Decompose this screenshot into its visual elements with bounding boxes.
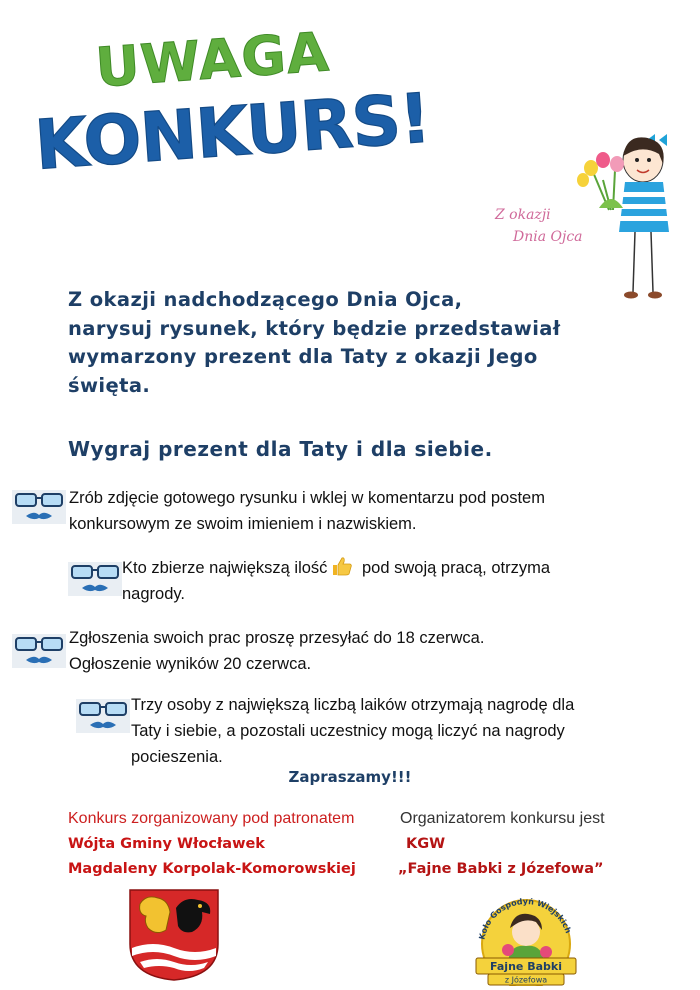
glasses-mustache-icon: [12, 634, 66, 668]
kgw-arc-text: Koło Gospodyń Wiejskich: [477, 896, 573, 941]
intro-line: święta.: [68, 373, 151, 397]
glasses-mustache-icon: [76, 699, 130, 733]
organizer-line1: KGW: [406, 836, 446, 852]
headline-logo: [20, 10, 433, 186]
rule-4-line3: pocieszenia.: [131, 748, 223, 766]
gmina-crest-logo: [126, 886, 222, 982]
girl-with-flowers-illustration: [575, 120, 700, 305]
rule-2-line2: nagrody.: [122, 585, 185, 603]
intro-line: narysuj rysunek, który będzie przedstawiał: [68, 316, 561, 340]
illustration-caption-line1: Z okazji: [495, 207, 551, 223]
win-prize-heading: Wygraj prezent dla Taty i dla siebie.: [68, 437, 493, 461]
intro-line: wymarzony prezent dla Taty z okazji Jego: [68, 345, 538, 368]
rule-2-text-a: Kto zbierze największą ilość: [122, 559, 328, 577]
intro-text: [68, 286, 588, 400]
organizer-title: Organizatorem konkursu jest: [400, 810, 605, 827]
invite-text: Zapraszamy!!!: [288, 768, 412, 786]
kgw-banner-subtitle: z Józefowa: [504, 975, 548, 985]
patronage-title: Konkurs zorganizowany pod patronatem: [68, 810, 355, 827]
rule-2: [122, 555, 550, 607]
rule-4-line1: Trzy osoby z największą liczbą laików otrzymają nagrodę dla: [131, 696, 575, 714]
thumbs-up-icon: [331, 556, 353, 576]
rule-1-line2: konkursowym ze swoim imieniem i nazwiskiem.: [69, 515, 417, 533]
rule-3-line2: Ogłoszenie wyników 20 czerwca.: [69, 655, 312, 673]
kgw-fajne-babki-logo: [470, 888, 582, 986]
patron-line1: Wójta Gminy Włocławek: [68, 836, 265, 852]
glasses-mustache-icon: [68, 562, 122, 596]
illustration-caption-line2: Dnia Ojca: [513, 229, 583, 245]
rule-4-line2: Taty i siebie, a pozostali uczestnicy mogą liczyć na nagrody: [131, 722, 565, 740]
rule-3: [69, 625, 484, 677]
glasses-mustache-icon: [12, 490, 66, 524]
rule-2-text-b: pod swoją pracą, otrzyma: [357, 559, 551, 577]
rule-4: [131, 692, 574, 770]
rule-3-line1: Zgłoszenia swoich prac proszę przesyłać do 18 czerwca.: [69, 629, 485, 647]
intro-line: Z okazji nadchodzącego Dnia Ojca,: [68, 288, 463, 311]
headline-uwaga: UWAGA: [93, 20, 332, 100]
rule-1: [69, 485, 545, 537]
organizer-line2: „Fajne Babki z Józefowa”: [398, 861, 604, 877]
headline-konkurs: KONKURS!: [32, 79, 433, 186]
kgw-banner-title: Fajne Babki: [490, 960, 562, 973]
patron-line2: Magdaleny Korpolak-Komorowskiej: [68, 861, 356, 877]
rule-1-line1: Zrób zdjęcie gotowego rysunku i wklej w komentarzu pod postem: [69, 489, 545, 507]
